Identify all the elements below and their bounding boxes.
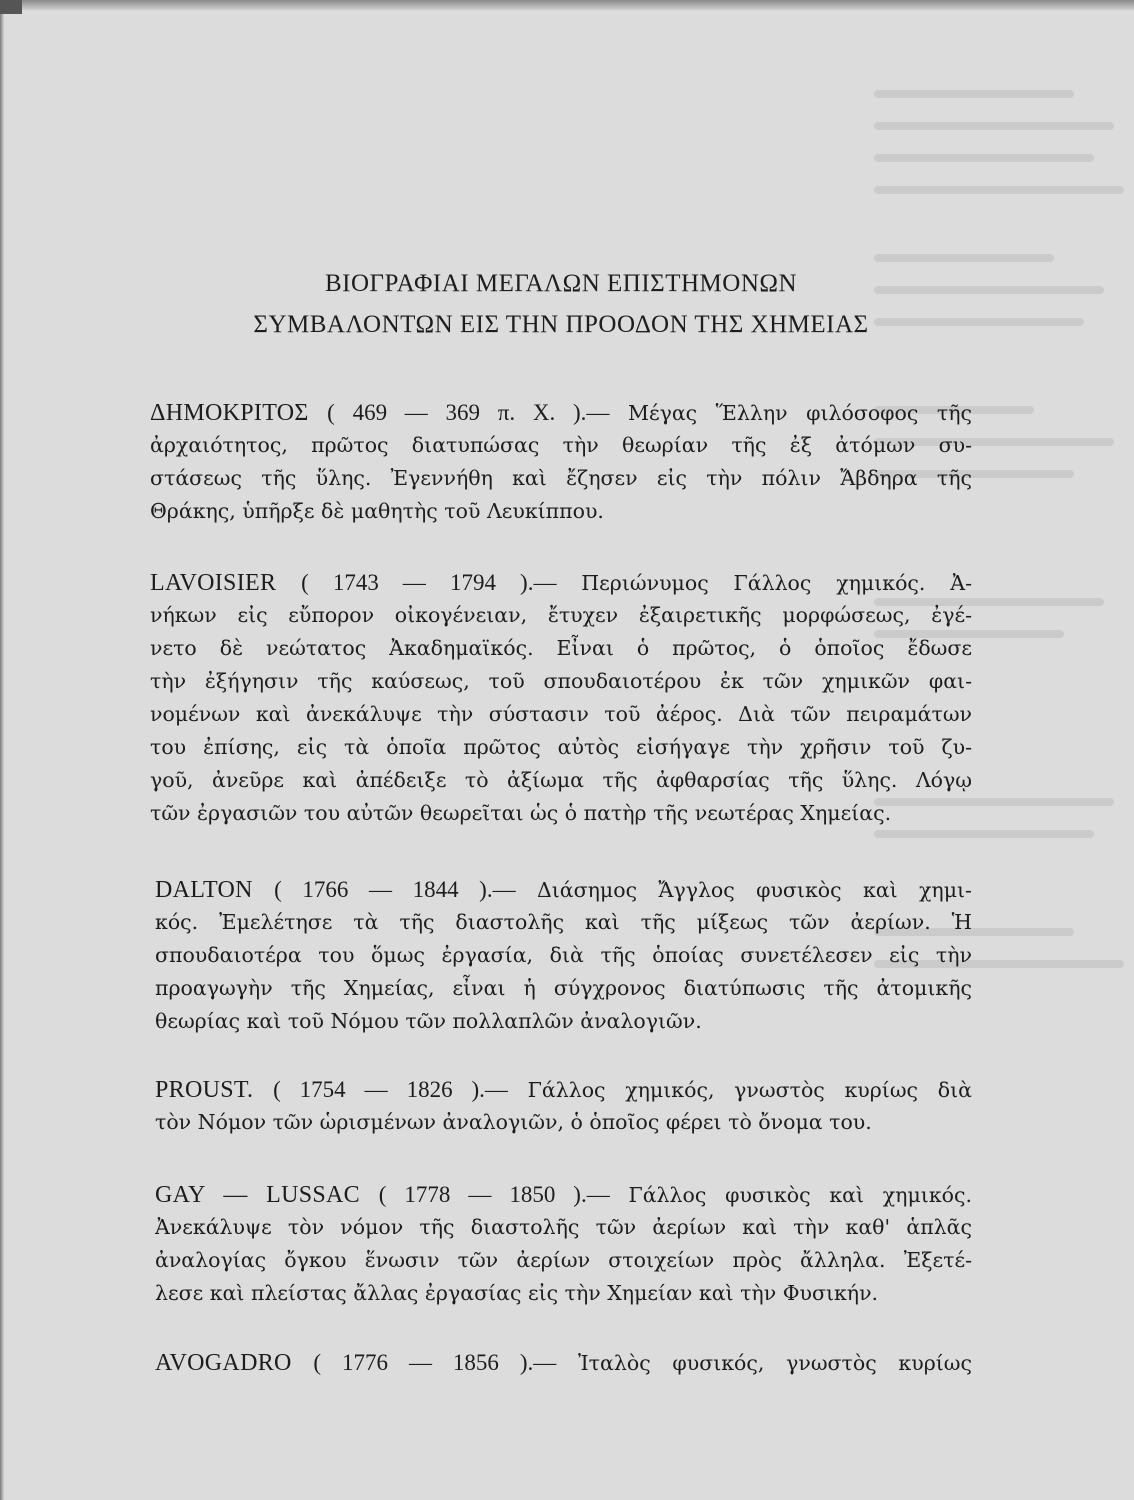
entry-line: θεωρίας καὶ τοῦ Νόμου τῶν πολλαπλῶν ἀναλογιῶν.: [155, 1009, 702, 1033]
entry-line: σπουδαιοτέρα του ὅμως ἐργασία, διὰ τῆς ὁποίας συνετέλεσεν εἰς τὴν: [155, 943, 972, 967]
biography-entry-avogadro: [155, 1346, 972, 1379]
scientist-dates: ( 1766 — 1844 ).—: [274, 877, 516, 902]
entry-line: νήκων εἰς εὔπορον οἰκογένειαν, ἔτυχεν ἐξαιρετικῆς μορφώσεως, ἐγέ-: [150, 603, 972, 627]
entry-line: στάσεως τῆς ὕλης. Ἐγεννήθη καὶ ἔζησεν εἰς τὴν πόλιν Ἄβδηρα τῆς: [150, 466, 972, 490]
entry-line: κός. Ἐμελέτησε τὰ τῆς διαστολῆς καὶ τῆς μίξεως τῶν ἀερίων. Ἡ: [155, 910, 972, 934]
entry-line: του ἐπίσης, εἰς τὰ ὁποῖα πρῶτος αὐτὸς εἰσήγαγε τὴν χρῆσιν τοῦ ζυ-: [150, 735, 972, 759]
entry-text: Γάλλος φυσικὸς καὶ χημικός.: [628, 1183, 972, 1207]
entry-line: [150, 396, 972, 429]
entry-line: Θράκης, ὑπῆρξε δὲ μαθητὴς τοῦ Λευκίππου.: [150, 499, 604, 523]
biography-entry-gay-lussac: [155, 1178, 972, 1310]
entry-line: νετο δὲ νεώτατος Ἀκαδημαϊκός. Εἶναι ὁ πρῶτος, ὁ ὁποῖος ἔδωσε: [150, 636, 972, 660]
entry-line: [150, 566, 972, 599]
biography-entry-democritus: [150, 396, 972, 528]
entry-line: λεσε καὶ πλείστας ἄλλας ἐργασίας εἰς τὴν Χημείαν καὶ τὴν Φυσικήν.: [155, 1281, 879, 1305]
page-left-shadow: [0, 0, 4, 1500]
scientist-dates: ( 1743 — 1794 ).—: [301, 570, 557, 595]
scientist-name: GAY — LUSSAC: [155, 1182, 360, 1208]
entry-line: [155, 1178, 972, 1211]
entry-text: Διάσημος Ἄγγλος φυσικὸς καὶ χημι-: [536, 878, 972, 902]
entry-line: ἀρχαιότητος, πρῶτος διατυπώσας τὴν θεωρίαν τῆς ἐξ ἀτόμων συ-: [150, 433, 972, 457]
entry-text: Γάλλος χημικός, γνωστὸς κυρίως διὰ: [527, 1078, 972, 1102]
entry-line: προαγωγὴν τῆς Χημείας, εἶναι ἡ σύγχρονος διατύπωσις τῆς ἀτομικῆς: [155, 976, 972, 1000]
entry-line: τὴν ἐξήγησιν τῆς καύσεως, τοῦ σπουδαιοτέρου ἐκ τῶν χημικῶν φαι-: [150, 669, 972, 693]
document-title-line-1: ΒΙΟΓΡΑΦΙΑΙ ΜΕΓΑΛΩΝ ΕΠΙΣΤΗΜΟΝΩΝ: [324, 270, 798, 297]
scientist-name: ΔΗΜΟΚΡΙΤΟΣ: [150, 400, 309, 426]
entry-line: γοῦ, ἀνεῦρε καὶ ἀπέδειξε τὸ ἀξίωμα τῆς ἀφθαρσίας τῆς ὕλης. Λόγῳ: [150, 768, 972, 792]
entry-line: [155, 873, 972, 906]
page-top-shadow: [0, 0, 1134, 10]
scientist-dates: ( 1778 — 1850 ).—: [378, 1182, 610, 1207]
entry-line: [155, 1073, 972, 1106]
corner-mark: [0, 0, 22, 14]
entry-line: Ἀνεκάλυψε τὸν νόμον τῆς διαστολῆς τῶν ἀερίων καὶ τὴν καθ' ἁπλᾶς: [155, 1215, 972, 1239]
entry-text: Μέγας Ἕλλην φιλόσοφος τῆς: [627, 401, 972, 425]
entry-line: [155, 1346, 972, 1379]
entry-line: ἀναλογίας ὄγκου ἕνωσιν τῶν ἀερίων στοιχείων πρὸς ἄλληλα. Ἐξετέ-: [155, 1248, 972, 1272]
biography-entry-dalton: [155, 873, 972, 1038]
scientist-name: AVOGADRO: [155, 1350, 292, 1376]
scientist-name: PROUST.: [155, 1077, 254, 1103]
entry-line: τὸν Νόμον τῶν ὡρισμένων ἀναλογιῶν, ὁ ὁποῖος φέρει τὸ ὄνομα του.: [155, 1110, 872, 1134]
scientist-name: LAVOISIER: [150, 570, 277, 596]
entry-text: Περιώνυμος Γάλλος χημικός. Ἀ-: [581, 571, 972, 595]
scientist-dates: ( 469 — 369 π. Χ. ).—: [327, 400, 610, 425]
scientist-dates: ( 1754 — 1826 ).—: [273, 1077, 508, 1102]
entry-line: νομένων καὶ ἀνεκάλυψε τὴν σύστασιν τοῦ ἀέρος. Διὰ τῶν πειραμάτων: [150, 702, 972, 726]
biography-entry-lavoisier: [150, 566, 972, 830]
entry-line: τῶν ἐργασιῶν του αὐτῶν θεωρεῖται ὡς ὁ πατὴρ τῆς νεωτέρας Χημείας.: [150, 801, 892, 825]
entry-text: Ἰταλὸς φυσικός, γνωστὸς κυρίως: [578, 1351, 972, 1375]
document-title-line-2: ΣΥΜΒΑΛΟΝΤΩΝ ΕΙΣ ΤΗΝ ΠΡΟΟΔΟΝ ΤΗΣ ΧΗΜΕΙΑΣ: [253, 311, 869, 338]
scientist-name: DALTON: [155, 877, 253, 903]
biography-entry-proust: [155, 1073, 972, 1139]
scientist-dates: ( 1776 — 1856 ).—: [313, 1350, 557, 1375]
